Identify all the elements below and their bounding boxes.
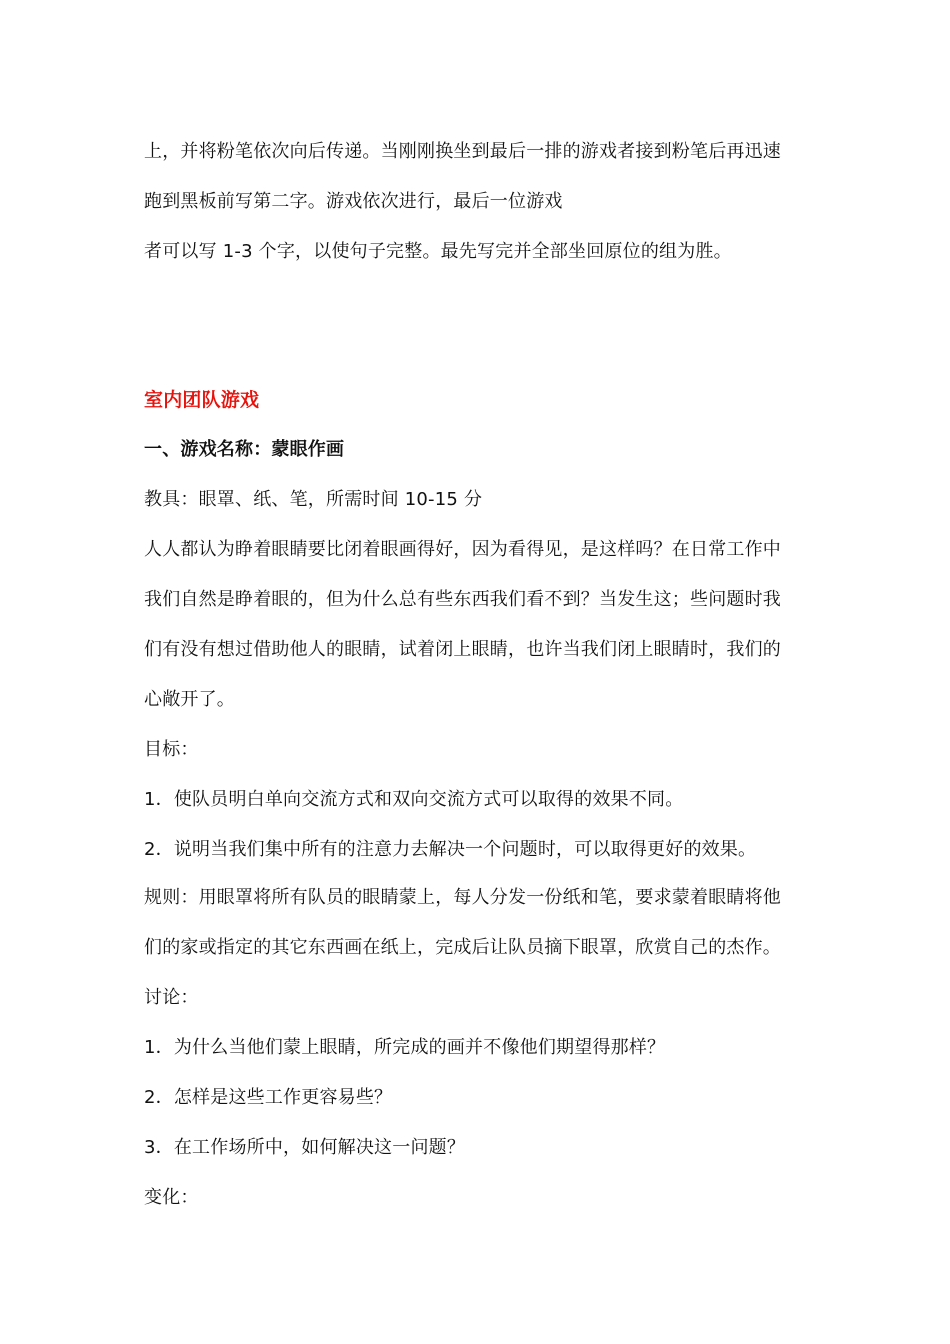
tools-line: 教具：眼罩、纸、笔，所需时间 10-15 分: [144, 489, 483, 510]
goals-label: 目标：: [144, 739, 199, 760]
discussion-item-1: 1．为什么当他们蒙上眼睛，所完成的画并不像他们期望得那样？: [144, 1037, 666, 1058]
section-title: 室内团队游戏: [144, 389, 260, 411]
continuation-line-3: 者可以写 1-3 个字，以使句子完整。最先写完并全部坐回原位的组为胜。: [144, 241, 732, 262]
rules-line-2: 们的家或指定的其它东西画在纸上，完成后让队员摘下眼罩，欣赏自己的杰作。: [144, 937, 781, 958]
intro-line-4: 心敞开了。: [144, 689, 235, 710]
goal-item-1: 1．使队员明白单向交流方式和双向交流方式可以取得的效果不同。: [144, 789, 684, 810]
rules-line-1: 规则：用眼罩将所有队员的眼睛蒙上，每人分发一份纸和笔，要求蒙着眼睛将他: [144, 887, 781, 908]
game-title: 一、游戏名称：蒙眼作画: [144, 439, 345, 460]
intro-line-3: 们有没有想过借助他人的眼睛，试着闭上眼睛，也许当我们闭上眼睛时，我们的: [144, 639, 781, 660]
discussion-item-3: 3．在工作场所中，如何解决这一问题？: [144, 1137, 466, 1158]
continuation-line-2: 跑到黑板前写第二字。游戏依次进行，最后一位游戏: [144, 191, 563, 212]
intro-line-1: 人人都认为睁着眼睛要比闭着眼画得好，因为看得见，是这样吗？在日常工作中: [144, 539, 781, 560]
goal-item-2: 2．说明当我们集中所有的注意力去解决一个问题时，可以取得更好的效果。: [144, 839, 757, 860]
discussion-item-2: 2．怎样是这些工作更容易些？: [144, 1087, 393, 1108]
continuation-line-1: 上，并将粉笔依次向后传递。当刚刚换坐到最后一排的游戏者接到粉笔后再迅速: [144, 141, 781, 162]
intro-line-2: 我们自然是睁着眼的，但为什么总有些东西我们看不到？当发生这；些问题时我: [144, 589, 781, 610]
variation-label: 变化：: [144, 1187, 199, 1208]
discussion-label: 讨论：: [144, 987, 199, 1008]
